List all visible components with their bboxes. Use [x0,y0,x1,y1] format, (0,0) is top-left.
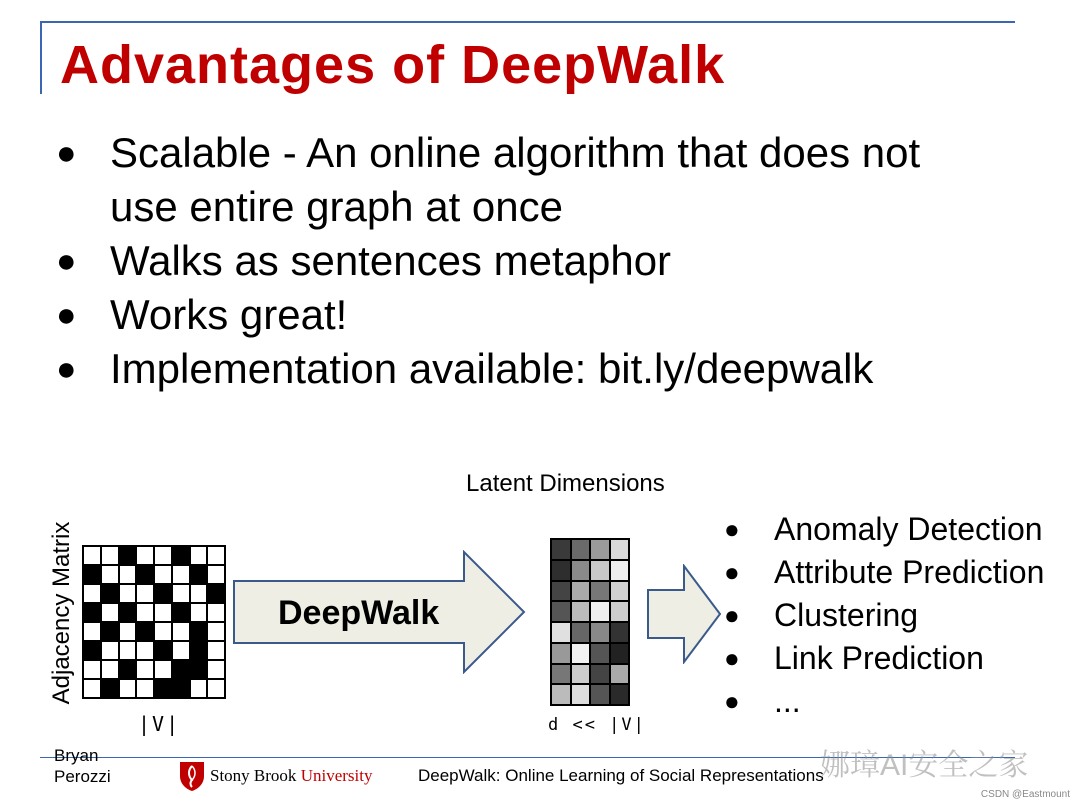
university-main: Stony Brook [210,766,301,785]
latent-cell [611,602,629,621]
adjacency-matrix-label: Adjacency Matrix [48,521,75,705]
bullet-text: Works great! [110,291,348,338]
matrix-cell [155,604,171,621]
matrix-cell [173,585,189,602]
latent-cell [552,602,570,621]
bullet-icon: ● [56,134,77,172]
latent-cell [552,623,570,642]
latent-cell [611,582,629,601]
matrix-cell [155,585,171,602]
bullet-text-continued: use entire graph at once [110,183,563,230]
latent-cell [591,665,609,684]
matrix-cell [191,585,207,602]
latent-cell [611,561,629,580]
bullet-item-works [56,288,1056,342]
bullet-icon: ● [724,600,740,630]
bullet-icon: ● [56,242,77,280]
latent-dimensions-grid [550,538,630,706]
latent-cell [552,540,570,559]
application-item [724,680,1044,723]
bullet-icon: ● [724,686,740,716]
matrix-cell [102,661,118,678]
matrix-cell [137,585,153,602]
matrix-cell [84,680,100,697]
bullet-item-scalable [56,126,1056,234]
matrix-cell [173,623,189,640]
matrix-cell [102,585,118,602]
author-name [54,745,111,787]
matrix-cell [208,661,224,678]
latent-cell [572,644,590,663]
matrix-cell [173,680,189,697]
matrix-cell [208,585,224,602]
deepwalk-label: DeepWalk [278,594,440,632]
matrix-cell [191,566,207,583]
watermark: 娜璋AI安全之家 [820,749,1029,782]
matrix-cell [173,642,189,659]
bullet-text: Scalable - An online algorithm that does not [110,129,921,176]
latent-cell [591,561,609,580]
top-rule [40,21,1015,23]
latent-cell [572,561,590,580]
matrix-cell [102,623,118,640]
bullet-icon: ● [56,350,77,388]
matrix-cell [120,604,136,621]
matrix-cell [191,547,207,564]
matrix-cell [120,623,136,640]
latent-cell [572,665,590,684]
matrix-cell [155,642,171,659]
matrix-cell [102,604,118,621]
csdn-credit: CSDN @Eastmount [980,789,1070,800]
bullet-text: Walks as sentences metaphor [110,237,672,284]
matrix-cell [102,680,118,697]
latent-cell [552,561,570,580]
matrix-cell [191,604,207,621]
matrix-cell [120,661,136,678]
matrix-cell [137,661,153,678]
latent-cell [572,540,590,559]
latent-cell [611,623,629,642]
side-rule [40,21,42,94]
matrix-cell [120,566,136,583]
application-label: Link Prediction [774,640,984,676]
latent-cell [572,685,590,704]
matrix-cell [84,642,100,659]
application-item [724,594,1044,637]
d-much-less-than-v-label: d << |V| [548,715,646,735]
application-label: Anomaly Detection [774,511,1043,547]
latent-cell [552,685,570,704]
application-item [724,551,1044,594]
matrix-cell [191,661,207,678]
matrix-cell [155,623,171,640]
university-shield-icon [178,760,206,792]
matrix-cell [208,623,224,640]
matrix-cell [102,642,118,659]
adjacency-matrix-grid [82,545,226,699]
latent-cell [591,602,609,621]
application-label: ... [774,683,801,719]
university-name [210,766,372,786]
latent-cell [611,540,629,559]
bullet-icon: ● [724,514,740,544]
matrix-cell [84,547,100,564]
author-last-name: Perozzi [54,767,111,786]
matrix-cell [84,604,100,621]
application-label: Attribute Prediction [774,554,1045,590]
matrix-cell [173,547,189,564]
application-label: Clustering [774,597,919,633]
latent-dimensions-label: Latent Dimensions [466,470,665,497]
matrix-cell [84,661,100,678]
matrix-cell [208,547,224,564]
author-first-name: Bryan [54,746,99,765]
latent-cell [591,582,609,601]
applications-arrow [646,564,724,664]
matrix-cell [120,680,136,697]
matrix-cell [84,566,100,583]
matrix-cell [84,585,100,602]
latent-cell [591,685,609,704]
bullet-icon: ● [724,557,740,587]
matrix-cell [120,642,136,659]
bullet-item-implementation [56,342,1056,396]
matrix-cell [102,547,118,564]
v-size-label: |V| [138,712,181,736]
bullet-icon: ● [724,643,740,673]
application-item [724,508,1044,551]
matrix-cell [155,661,171,678]
latent-cell [552,665,570,684]
latent-cell [591,623,609,642]
applications-list [724,508,1044,723]
matrix-cell [191,680,207,697]
bullet-text: Implementation available: bit.ly/deepwalk [110,345,874,392]
latent-cell [552,644,570,663]
matrix-cell [208,566,224,583]
latent-cell [591,644,609,663]
matrix-cell [84,623,100,640]
matrix-cell [208,604,224,621]
university-suffix: University [300,766,373,785]
matrix-cell [120,547,136,564]
bullet-list [56,126,1056,396]
latent-cell [552,582,570,601]
matrix-cell [173,604,189,621]
matrix-cell [155,680,171,697]
matrix-cell [191,642,207,659]
slide-title: Advantages of DeepWalk [60,35,726,95]
matrix-cell [173,566,189,583]
latent-cell [572,623,590,642]
matrix-cell [102,566,118,583]
matrix-cell [137,566,153,583]
matrix-cell [137,623,153,640]
latent-cell [572,602,590,621]
latent-cell [572,582,590,601]
matrix-cell [120,585,136,602]
matrix-cell [191,623,207,640]
matrix-cell [137,547,153,564]
matrix-cell [155,566,171,583]
matrix-cell [155,547,171,564]
latent-cell [591,540,609,559]
matrix-cell [208,680,224,697]
matrix-cell [137,680,153,697]
bullet-icon: ● [56,296,77,334]
latent-cell [611,665,629,684]
bullet-item-walks [56,234,1056,288]
application-item [724,637,1044,680]
matrix-cell [173,661,189,678]
latent-cell [611,644,629,663]
matrix-cell [137,642,153,659]
matrix-cell [137,604,153,621]
matrix-cell [208,642,224,659]
paper-title: DeepWalk: Online Learning of Social Representations [418,766,824,785]
latent-cell [611,685,629,704]
